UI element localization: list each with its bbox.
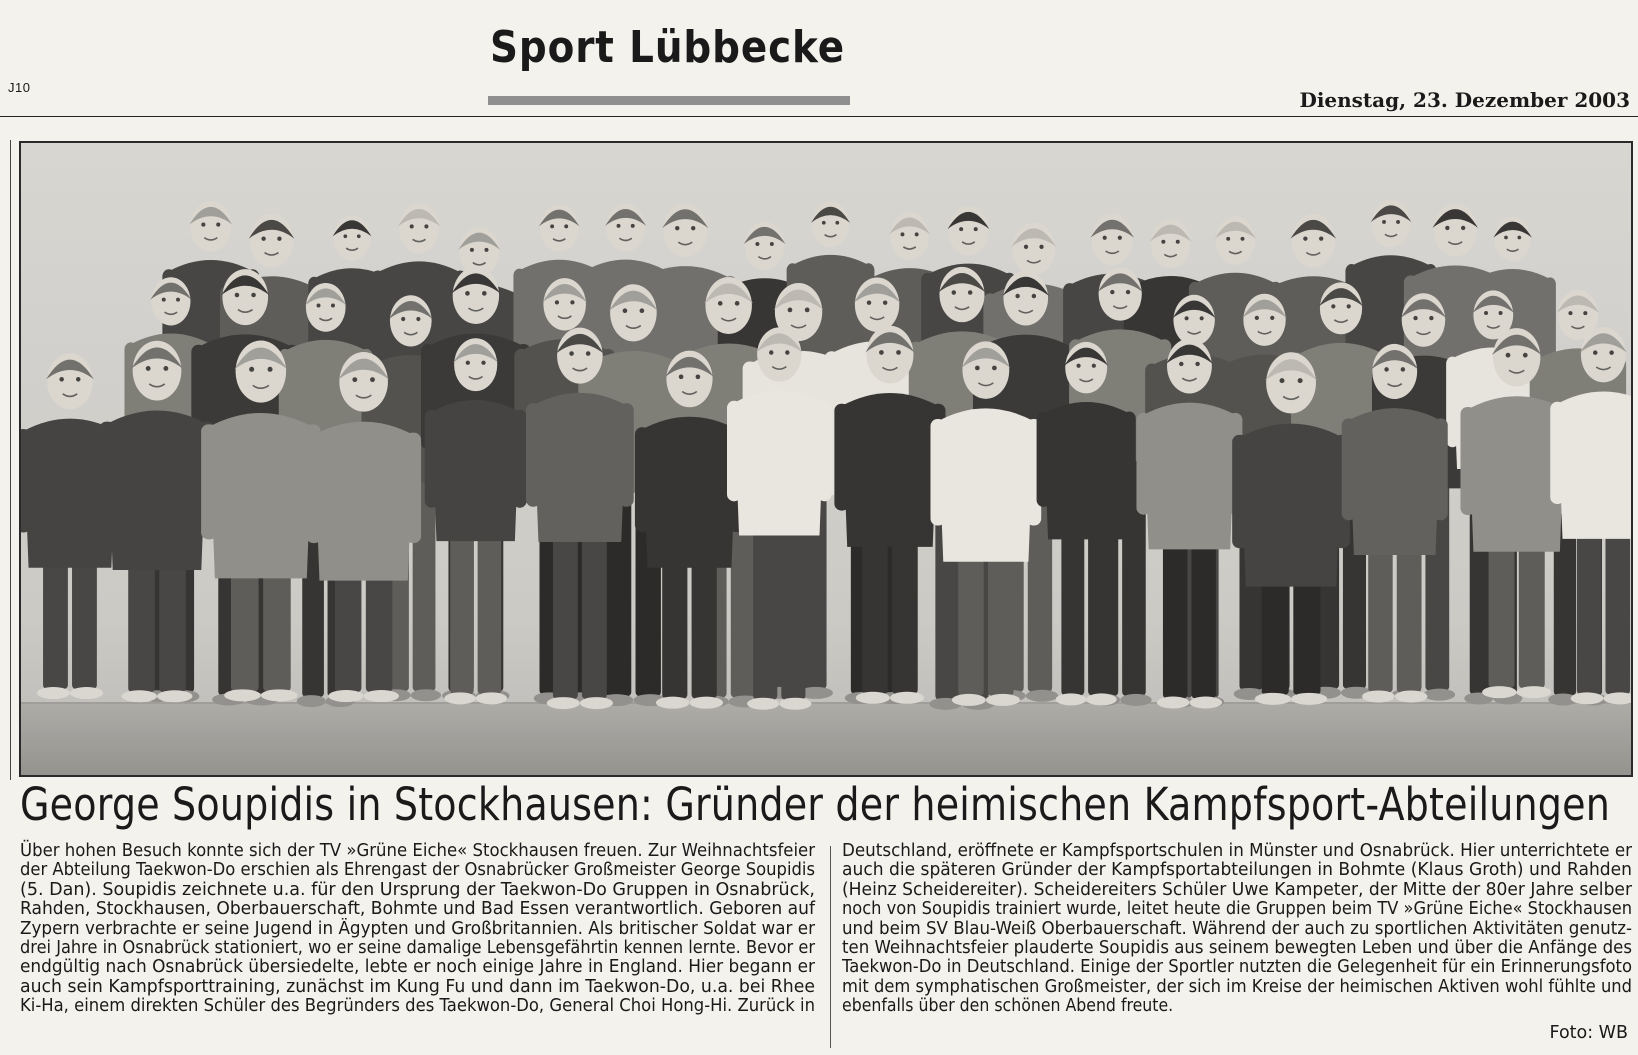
group-photo-image — [21, 143, 1631, 775]
article-line: ten Weihnachtsfeier plauderte Soupidis aus seinem bewegten Leben und über die Anfänge des — [842, 938, 1632, 959]
article-column-right — [842, 842, 1632, 1017]
section-title: Sport Lübbecke — [490, 22, 845, 73]
issue-date: Dienstag, 23. Dezember 2003 — [1299, 88, 1630, 112]
article-line: auch die späteren Gründer der Kampfsportabteilungen in Bohmte (Klaus Groth) und Rahden — [842, 860, 1632, 881]
article-line: Taekwon-Do in Deutschland. Einige der Sportler nutzten die Gelegenheit für ein Erinnerungsfoto — [842, 957, 1632, 978]
article-line: (5. Dan). Soupidis zeichnete u.a. für den Ursprung der Taekwon-Do Gruppen in Osnabrück, — [20, 879, 815, 900]
article-line: Deutschland, eröffnete er Kampfsportschulen in Münster und Osnabrück. Hier unterrichtete er — [842, 841, 1632, 861]
article-line: Rahden, Stockhausen, Oberbauerschaft, Bohmte und Bad Essen verantwortlich. Geboren auf — [20, 899, 815, 920]
article-line: ebenfalls über den schönen Abend freute. — [842, 996, 1174, 1017]
header-divider — [0, 116, 1638, 117]
article-line: und beim SV Blau-Weiß Oberbauerschaft. Während der auch zu sportlichen Aktivitäten genutz- — [842, 918, 1632, 939]
article-line: Ki-Ha, einem direkten Schüler des Begründers des Taekwon-Do, General Choi Hong-Hi. Zurück in — [20, 996, 815, 1017]
page-number: J10 — [8, 80, 31, 95]
article-line: (Heinz Scheidereiter). Scheidereiters Schüler Uwe Kampeter, der Mitte der 80er Jahre selber — [842, 879, 1632, 900]
article-line: drei Jahre in Osnabrück stationiert, wo er seine damalige Lebensgefährtin kennen lernte. Bevor er — [20, 938, 815, 959]
article-line: noch von Soupidis trainiert wurde, leitet heute die Gruppen beim TV »Grüne Eiche« Stockhausen — [842, 899, 1632, 920]
article-line: auch sein Kampfsporttraining, zunächst im Kung Fu und dann im Taekwon-Do, u.a. bei Rhee — [20, 976, 815, 997]
article-headline: George Soupidis in Stockhausen: Gründer der heimischen Kampfsport-Abteilungen — [20, 778, 1610, 831]
article-line: Zypern verbrachte er seine Jugend in Ägypten und Großbritannien. Als britischer Soldat war er — [20, 918, 815, 939]
article-line: der Abteilung Taekwon-Do erschien als Ehrengast der Osnabrücker Großmeister George Soupidis — [20, 860, 815, 881]
column-divider — [830, 846, 831, 1048]
article-line: endgültig nach Osnabrück übersiedelte, lebte er noch einige Jahre in England. Hier begann er — [20, 957, 815, 978]
group-photo — [19, 141, 1633, 777]
article-line: mit dem symphatischen Großmeister, der sich im Kreise der heimischen Aktiven wohl fühlte und — [842, 976, 1632, 997]
article-line: Über hohen Besuch konnte sich der TV »Grüne Eiche« Stockhausen freuen. Zur Weihnachtsfeier — [20, 841, 815, 861]
photo-credit: Foto: WB — [1549, 1023, 1628, 1043]
article-column-left — [20, 842, 815, 1017]
section-title-underline — [488, 96, 850, 105]
margin-rule — [10, 140, 11, 780]
